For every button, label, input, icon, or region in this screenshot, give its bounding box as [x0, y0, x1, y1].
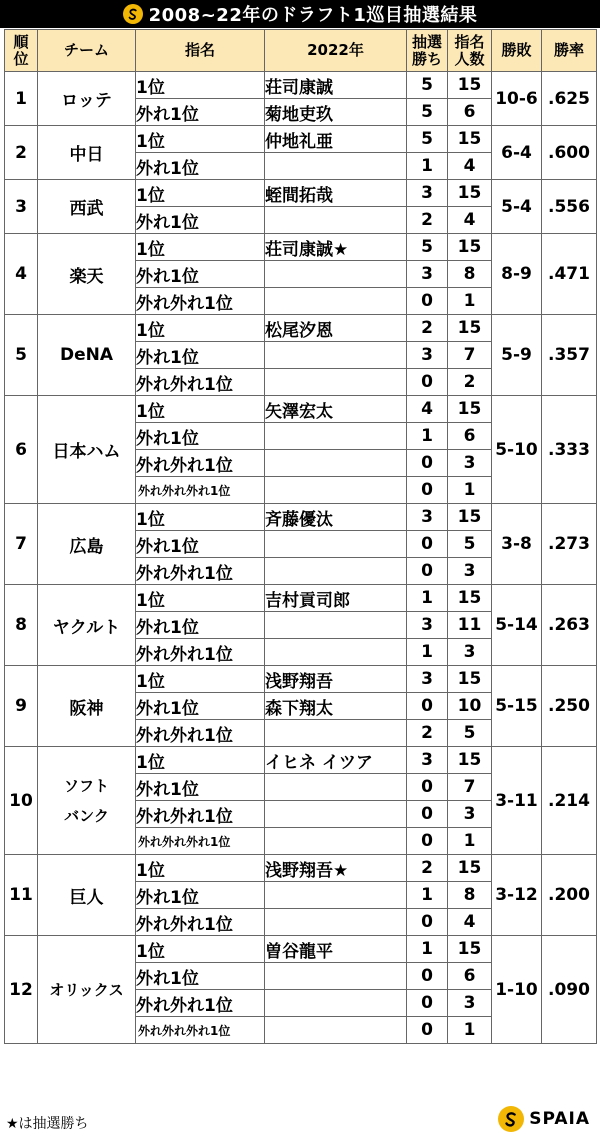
- table-row: [5, 234, 597, 261]
- count-cell: 3: [448, 990, 492, 1017]
- wins-cell: 0: [407, 288, 448, 315]
- pick-cell: 1位: [136, 855, 265, 882]
- win-rate-cell: .263: [542, 585, 597, 666]
- wins-cell: 2: [407, 720, 448, 747]
- table-row: [5, 747, 597, 774]
- player-cell: [265, 720, 407, 747]
- pick-cell: 外れ1位: [136, 774, 265, 801]
- pick-cell: 1位: [136, 126, 265, 153]
- spaia-logo-icon: [123, 4, 143, 24]
- player-cell: [265, 909, 407, 936]
- count-cell: 15: [448, 234, 492, 261]
- count-cell: 15: [448, 747, 492, 774]
- team-cell: ロッテ: [38, 72, 136, 126]
- count-cell: 15: [448, 180, 492, 207]
- rank-cell: 4: [5, 234, 38, 315]
- wins-cell: 3: [407, 261, 448, 288]
- player-cell: [265, 261, 407, 288]
- player-cell: [265, 558, 407, 585]
- table-row: [5, 315, 597, 342]
- draft-table: [4, 29, 597, 1044]
- player-cell: 浅野翔吾: [265, 666, 407, 693]
- spaia-brand-icon: [498, 1106, 524, 1132]
- pick-cell: 外れ外れ外れ1位: [136, 828, 265, 855]
- pick-cell: 外れ外れ1位: [136, 288, 265, 315]
- count-cell: 8: [448, 261, 492, 288]
- player-cell: [265, 990, 407, 1017]
- wins-cell: 1: [407, 423, 448, 450]
- header-rank: 順 位: [5, 30, 38, 72]
- wins-cell: 0: [407, 990, 448, 1017]
- player-cell: [265, 423, 407, 450]
- win-rate-cell: .090: [542, 936, 597, 1044]
- wins-cell: 0: [407, 477, 448, 504]
- wins-cell: 0: [407, 774, 448, 801]
- win-loss-cell: 3-11: [492, 747, 542, 855]
- pick-cell: 1位: [136, 396, 265, 423]
- player-cell: 松尾汐恩: [265, 315, 407, 342]
- pick-cell: 外れ1位: [136, 882, 265, 909]
- rank-cell: 7: [5, 504, 38, 585]
- player-cell: [265, 801, 407, 828]
- player-cell: [265, 774, 407, 801]
- player-cell: [265, 153, 407, 180]
- win-rate-cell: .556: [542, 180, 597, 234]
- player-cell: [265, 477, 407, 504]
- count-cell: 15: [448, 396, 492, 423]
- pick-cell: 1位: [136, 234, 265, 261]
- win-loss-cell: 1-10: [492, 936, 542, 1044]
- pick-cell: 1位: [136, 666, 265, 693]
- count-cell: 6: [448, 423, 492, 450]
- wins-cell: 5: [407, 126, 448, 153]
- wins-cell: 3: [407, 747, 448, 774]
- pick-cell: 外れ外れ1位: [136, 558, 265, 585]
- wins-cell: 0: [407, 1017, 448, 1044]
- team-cell: DeNA: [38, 315, 136, 396]
- header-team: チーム: [38, 30, 136, 72]
- table-body: [5, 72, 597, 1044]
- win-loss-cell: 6-4: [492, 126, 542, 180]
- count-cell: 3: [448, 558, 492, 585]
- rank-cell: 3: [5, 180, 38, 234]
- team-cell: 広島: [38, 504, 136, 585]
- wins-cell: 3: [407, 504, 448, 531]
- header-pick: 指名: [136, 30, 265, 72]
- player-cell: [265, 882, 407, 909]
- team-cell: 中日: [38, 126, 136, 180]
- count-cell: 2: [448, 369, 492, 396]
- footnote: ★は抽選勝ち: [6, 1116, 89, 1132]
- wins-cell: 1: [407, 639, 448, 666]
- player-cell: 浅野翔吾★: [265, 855, 407, 882]
- wins-cell: 0: [407, 693, 448, 720]
- count-cell: 1: [448, 828, 492, 855]
- rank-cell: 9: [5, 666, 38, 747]
- pick-cell: 1位: [136, 180, 265, 207]
- player-cell: 荘司康誠★: [265, 234, 407, 261]
- player-cell: [265, 639, 407, 666]
- wins-cell: 4: [407, 396, 448, 423]
- wins-cell: 3: [407, 666, 448, 693]
- count-cell: 8: [448, 882, 492, 909]
- count-cell: 4: [448, 153, 492, 180]
- team-name-line: ソフト: [63, 776, 109, 795]
- count-cell: 7: [448, 342, 492, 369]
- player-cell: 曽谷龍平: [265, 936, 407, 963]
- wins-cell: 1: [407, 936, 448, 963]
- win-rate-cell: .357: [542, 315, 597, 396]
- team-cell: [38, 747, 136, 855]
- team-name-line: バンク: [64, 806, 109, 825]
- page-title: 2008~22年のドラフト1巡目抽選結果: [148, 5, 478, 26]
- rank-cell: 5: [5, 315, 38, 396]
- count-cell: 1: [448, 288, 492, 315]
- table-row: [5, 504, 597, 531]
- pick-cell: 外れ外れ1位: [136, 990, 265, 1017]
- count-cell: 15: [448, 585, 492, 612]
- player-cell: [265, 342, 407, 369]
- table-row: [5, 585, 597, 612]
- win-loss-cell: 5-15: [492, 666, 542, 747]
- player-cell: [265, 207, 407, 234]
- wins-cell: 1: [407, 153, 448, 180]
- count-cell: 11: [448, 612, 492, 639]
- win-loss-cell: 5-9: [492, 315, 542, 396]
- rank-cell: 12: [5, 936, 38, 1044]
- team-cell: ヤクルト: [38, 585, 136, 666]
- wins-cell: 0: [407, 909, 448, 936]
- header-row: [5, 30, 597, 72]
- pick-cell: 1位: [136, 936, 265, 963]
- rank-cell: 8: [5, 585, 38, 666]
- win-loss-cell: 5-4: [492, 180, 542, 234]
- count-cell: 6: [448, 99, 492, 126]
- wins-cell: 5: [407, 99, 448, 126]
- table-row: [5, 126, 597, 153]
- pick-cell: 外れ1位: [136, 261, 265, 288]
- wins-cell: 5: [407, 72, 448, 99]
- player-cell: 荘司康誠: [265, 72, 407, 99]
- wins-cell: 0: [407, 963, 448, 990]
- table-row: [5, 666, 597, 693]
- rank-cell: 2: [5, 126, 38, 180]
- win-rate-cell: .250: [542, 666, 597, 747]
- count-cell: 15: [448, 504, 492, 531]
- count-cell: 3: [448, 639, 492, 666]
- pick-cell: 1位: [136, 315, 265, 342]
- pick-cell: 1位: [136, 504, 265, 531]
- header-count: 指名 人数: [448, 30, 492, 72]
- team-cell: 西武: [38, 180, 136, 234]
- header-player: 2022年: [265, 30, 407, 72]
- wins-cell: 2: [407, 207, 448, 234]
- wins-cell: 0: [407, 828, 448, 855]
- player-cell: [265, 1017, 407, 1044]
- count-cell: 5: [448, 531, 492, 558]
- table-row: [5, 180, 597, 207]
- pick-cell: 外れ1位: [136, 99, 265, 126]
- header-wins: 抽選 勝ち: [407, 30, 448, 72]
- count-cell: 6: [448, 963, 492, 990]
- brand: [498, 1106, 590, 1132]
- pick-cell: 外れ外れ1位: [136, 801, 265, 828]
- pick-cell: 外れ外れ1位: [136, 720, 265, 747]
- count-cell: 5: [448, 720, 492, 747]
- count-cell: 15: [448, 315, 492, 342]
- win-rate-cell: .333: [542, 396, 597, 504]
- pick-cell: 1位: [136, 585, 265, 612]
- count-cell: 4: [448, 207, 492, 234]
- header-rate: 勝率: [542, 30, 597, 72]
- pick-cell: 1位: [136, 72, 265, 99]
- win-rate-cell: .214: [542, 747, 597, 855]
- win-loss-cell: 8-9: [492, 234, 542, 315]
- pick-cell: 外れ1位: [136, 693, 265, 720]
- player-cell: [265, 531, 407, 558]
- pick-cell: 外れ1位: [136, 963, 265, 990]
- player-cell: 森下翔太: [265, 693, 407, 720]
- count-cell: 10: [448, 693, 492, 720]
- pick-cell: 外れ1位: [136, 342, 265, 369]
- wins-cell: 0: [407, 801, 448, 828]
- pick-cell: 外れ1位: [136, 531, 265, 558]
- count-cell: 4: [448, 909, 492, 936]
- player-cell: [265, 828, 407, 855]
- win-rate-cell: .600: [542, 126, 597, 180]
- player-cell: [265, 369, 407, 396]
- count-cell: 15: [448, 666, 492, 693]
- player-cell: 仲地礼亜: [265, 126, 407, 153]
- player-cell: イヒネ イツア: [265, 747, 407, 774]
- table-row: [5, 396, 597, 423]
- rank-cell: 1: [5, 72, 38, 126]
- wins-cell: 5: [407, 234, 448, 261]
- win-loss-cell: 10-6: [492, 72, 542, 126]
- wins-cell: 0: [407, 450, 448, 477]
- win-loss-cell: 3-8: [492, 504, 542, 585]
- pick-cell: 外れ1位: [136, 612, 265, 639]
- pick-cell: 外れ外れ外れ1位: [136, 477, 265, 504]
- player-cell: [265, 963, 407, 990]
- wins-cell: 3: [407, 342, 448, 369]
- pick-cell: 外れ1位: [136, 207, 265, 234]
- header-wl: 勝敗: [492, 30, 542, 72]
- count-cell: 7: [448, 774, 492, 801]
- win-loss-cell: 5-10: [492, 396, 542, 504]
- count-cell: 1: [448, 477, 492, 504]
- player-cell: 吉村貢司郎: [265, 585, 407, 612]
- rank-cell: 11: [5, 855, 38, 936]
- wins-cell: 0: [407, 531, 448, 558]
- brand-name: SPAIA: [529, 1109, 590, 1129]
- wins-cell: 2: [407, 855, 448, 882]
- table-row: [5, 72, 597, 99]
- count-cell: 1: [448, 1017, 492, 1044]
- team-cell: オリックス: [38, 936, 136, 1044]
- pick-cell: 外れ外れ外れ1位: [136, 1017, 265, 1044]
- win-loss-cell: 5-14: [492, 585, 542, 666]
- team-cell: 楽天: [38, 234, 136, 315]
- rank-cell: 6: [5, 396, 38, 504]
- team-cell: 阪神: [38, 666, 136, 747]
- title-bar: [0, 0, 600, 28]
- wins-cell: 1: [407, 882, 448, 909]
- win-rate-cell: .273: [542, 504, 597, 585]
- pick-cell: 外れ外れ1位: [136, 639, 265, 666]
- wins-cell: 0: [407, 558, 448, 585]
- count-cell: 15: [448, 126, 492, 153]
- pick-cell: 外れ外れ1位: [136, 909, 265, 936]
- count-cell: 3: [448, 801, 492, 828]
- wins-cell: 2: [407, 315, 448, 342]
- win-rate-cell: .625: [542, 72, 597, 126]
- table-row: [5, 855, 597, 882]
- count-cell: 15: [448, 936, 492, 963]
- win-rate-cell: .471: [542, 234, 597, 315]
- table-row: [5, 936, 597, 963]
- player-cell: 蛭間拓哉: [265, 180, 407, 207]
- player-cell: [265, 612, 407, 639]
- player-cell: 菊地吏玖: [265, 99, 407, 126]
- pick-cell: 1位: [136, 747, 265, 774]
- count-cell: 3: [448, 450, 492, 477]
- player-cell: [265, 450, 407, 477]
- count-cell: 15: [448, 855, 492, 882]
- wins-cell: 3: [407, 180, 448, 207]
- player-cell: 斉藤優汰: [265, 504, 407, 531]
- rank-cell: 10: [5, 747, 38, 855]
- pick-cell: 外れ外れ1位: [136, 450, 265, 477]
- team-cell: 巨人: [38, 855, 136, 936]
- player-cell: 矢澤宏太: [265, 396, 407, 423]
- win-rate-cell: .200: [542, 855, 597, 936]
- player-cell: [265, 288, 407, 315]
- wins-cell: 3: [407, 612, 448, 639]
- pick-cell: 外れ外れ1位: [136, 369, 265, 396]
- pick-cell: 外れ1位: [136, 423, 265, 450]
- win-loss-cell: 3-12: [492, 855, 542, 936]
- wins-cell: 1: [407, 585, 448, 612]
- wins-cell: 0: [407, 369, 448, 396]
- team-cell: 日本ハム: [38, 396, 136, 504]
- pick-cell: 外れ1位: [136, 153, 265, 180]
- count-cell: 15: [448, 72, 492, 99]
